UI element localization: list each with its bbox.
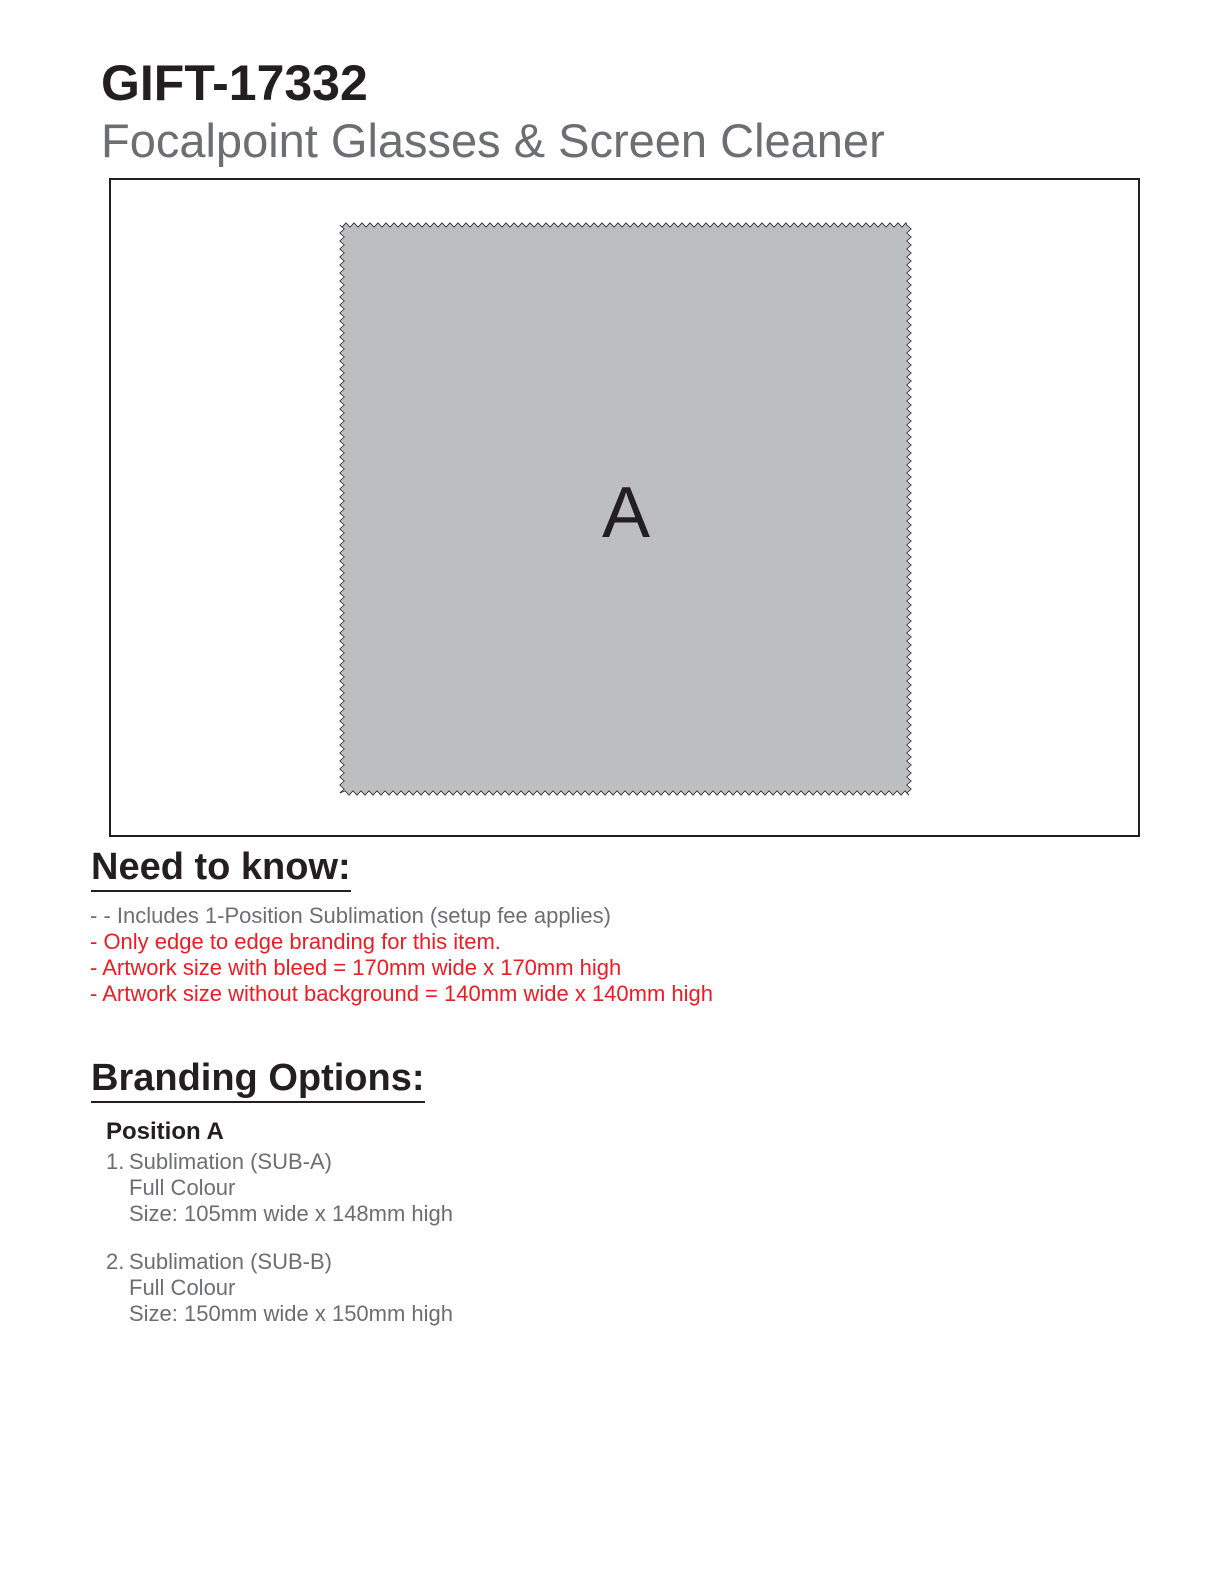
- need-to-know-heading: Need to know:: [91, 848, 351, 892]
- option-colour: Full Colour: [129, 1275, 236, 1300]
- option-size: Size: 105mm wide x 148mm high: [129, 1201, 454, 1226]
- note-item: - Artwork size with bleed = 170mm wide x 170mm high: [90, 955, 622, 980]
- need-to-know-list: [90, 903, 713, 1007]
- note-item: - Only edge to edge branding for this item.: [90, 929, 501, 954]
- note-item: - Artwork size without background = 140mm wide x 140mm high: [90, 981, 714, 1006]
- branding-options-heading: Branding Options:: [91, 1059, 425, 1103]
- product-code: GIFT-17332: [101, 55, 368, 111]
- branding-option: [106, 1249, 453, 1327]
- option-number: 1.: [106, 1149, 125, 1174]
- cleaning-cloth-illustration: [111, 180, 1138, 835]
- option-size: Size: 150mm wide x 150mm high: [129, 1301, 454, 1326]
- product-diagram-frame: [109, 178, 1140, 837]
- product-title: Focalpoint Glasses & Screen Cleaner: [101, 114, 885, 167]
- note-item: - - Includes 1-Position Sublimation (setup fee applies): [90, 903, 611, 928]
- option-colour: Full Colour: [129, 1175, 236, 1200]
- option-method: Sublimation (SUB-B): [129, 1249, 332, 1274]
- position-a-label: A: [601, 473, 651, 553]
- branding-option: [106, 1149, 453, 1227]
- position-title: Position A: [106, 1118, 224, 1145]
- option-number: 2.: [106, 1249, 125, 1274]
- option-method: Sublimation (SUB-A): [129, 1149, 332, 1174]
